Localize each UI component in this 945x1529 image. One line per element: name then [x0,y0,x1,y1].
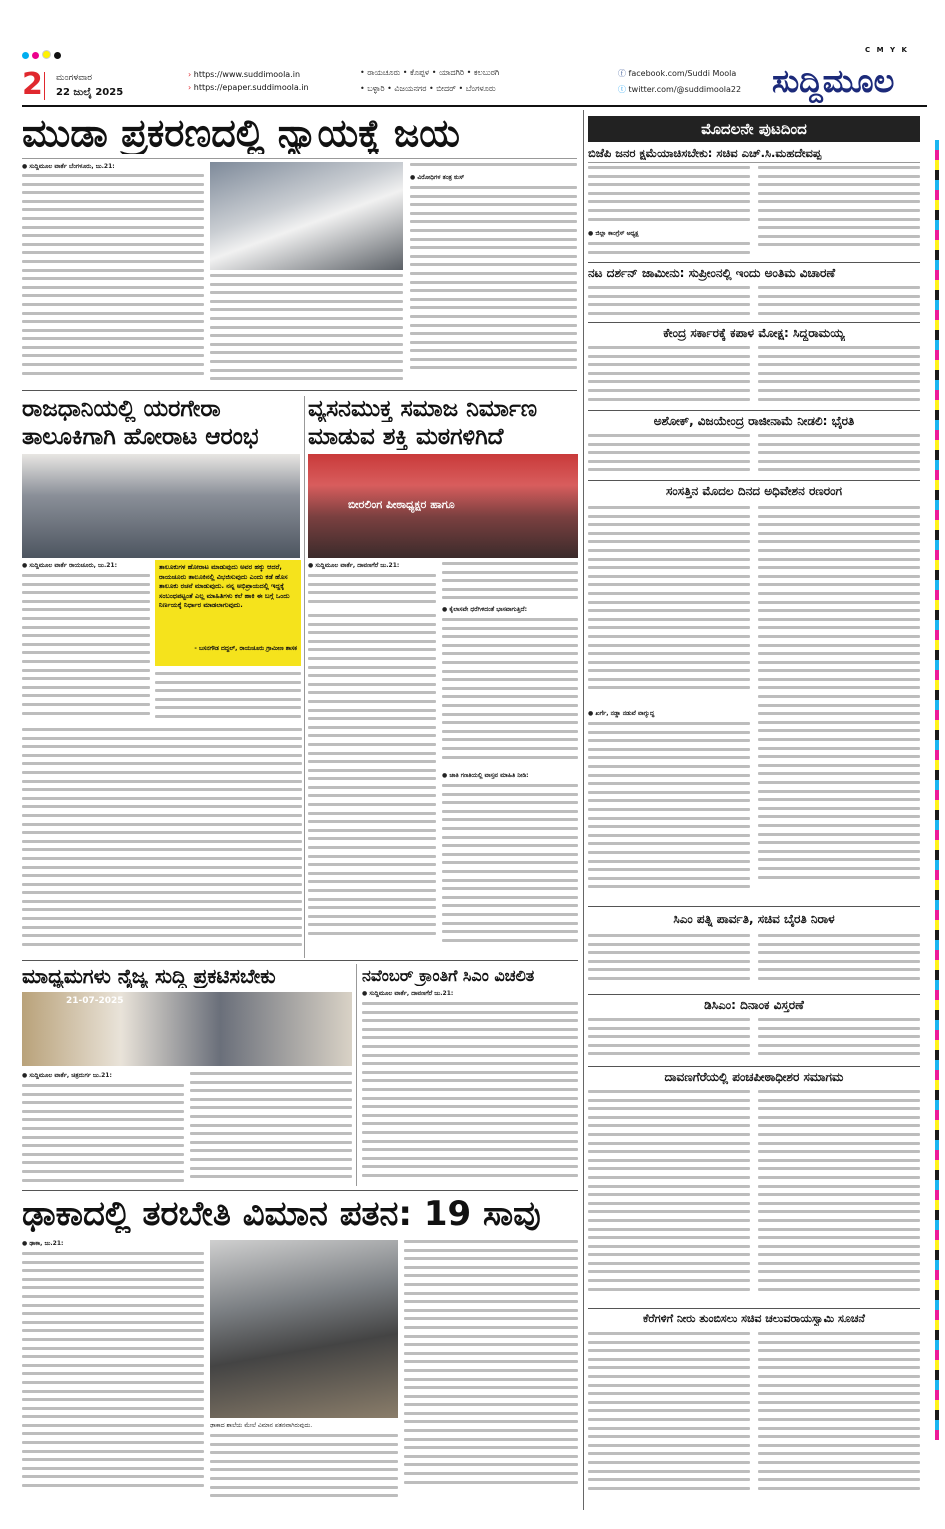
cmyk-marker: C M Y K [865,46,909,54]
story4-photo [22,992,352,1066]
right-item-2-body-col2 [758,346,920,408]
story4-body-col1 [22,1084,184,1186]
story2-headline-line1: ರಾಜಧಾನಿಯಲ್ಲಿ ಯರಗೇರಾ [22,396,221,422]
story4-headline: ಮಾಧ್ಯಮಗಳು ನೈಜ್ಯ ಸುದ್ದಿ ಪ್ರಕಟಿಸಬೇಕು [22,964,276,988]
story3-subhead-2: ● ಜಾತಿ ಗಣತಿಯಲ್ಲಿ ವಾಸ್ತವ ಮಾಹಿತಿ ನೀಡಿ: [442,772,529,779]
right-item-0-rule [588,162,920,163]
twitter-link[interactable]: ⓣ twitter.com/@suddimoola22 [618,85,742,94]
right-sep-1 [588,322,920,323]
right-item-5-body-col1 [588,934,750,990]
right-item-8-body-col1 [588,1332,750,1502]
right-sep-6 [588,1066,920,1067]
section-banner: ಮೊದಲನೇ ಪುಟದಿಂದ [588,116,920,142]
story3-subhead: ● ಕೈಲಾಸವೇ ಧರೆಗಿಳಿದಂತೆ ಭಾಸವಾಗುತ್ತಿದೆ: [442,606,527,613]
twitter-icon: ⓣ [618,85,629,94]
mid-rule [22,960,578,961]
story6-headline: ಢಾಕಾದಲ್ಲಿ ತರಬೇತಿ ವಿಮಾನ ಪತನ: 19 ಸಾವು [22,1195,541,1233]
story5-body [362,1002,578,1186]
story2-divider [304,396,305,958]
story2-photo [22,454,300,558]
story3-photo-banner: ಬೀರಲಿಂಗ ಪೀಠಾಧ್ಯಕ್ಷರ ಹಾಗೂ [348,498,455,511]
lead-body-col1 [22,174,204,384]
lead-rule [22,158,577,159]
page-number: 2 [22,67,43,102]
story2-body-col2-top [155,672,301,724]
story3-body-col1-top [308,574,436,610]
story2-body-bottom [22,728,302,958]
right-item-4-headline: ಸಂಸತ್ತಿನ ಮೊದಲ ದಿನದ ಅಧಿವೇಶನ ರಣರಂಗ [666,484,842,498]
right-item-0-sub: ● ಜಿಲ್ಲಾ ಕಾಂಗ್ರೆಸ್ ಅಧ್ಯಕ್ಷ [588,230,639,237]
lead-subhead: ● ವಿರೋಧಿಗಳ ತಂತ್ರ ಠುಸ್ [410,174,465,181]
story5-headline: ನವೆಂಬರ್ ಕ್ರಾಂತಿಗೆ ಸಿಎಂ ವಿಚಲಿತ [362,966,535,985]
story2-dateline: ● ಸುದ್ದಿಮೂಲ ವಾರ್ತೆ ರಾಯಚೂರು, ಜು.21: [22,562,118,569]
website-link[interactable]: › https://www.suddimoola.in [188,70,301,79]
masthead-logo: ಸುದ್ದಿಮೂಲ [772,62,895,100]
color-registration-strip [935,140,939,1440]
right-item-3-body-col1 [588,434,750,478]
facebook-link[interactable]: ⓕ facebook.com/Suddi Moola [618,69,737,78]
lead-dateline: ● ಸುದ್ದಿಮೂಲ ವಾರ್ತೆ ಬೆಂಗಳೂರು, ಜು.21: [22,163,115,170]
story6-body-col2 [210,1434,398,1504]
right-item-4-sub: ● ಖರ್ಗೆ, ನಡ್ಡಾ ನಡುವೆ ವಾಗ್ಯುದ್ಧ [588,710,655,717]
right-item-6-body-col2 [758,1018,920,1062]
story2-quote-text: ತಾಲೂಕುಗಳ ಹೋರಾಟ ಮಾಡುವುದು ಅವರ ಹಕ್ಕು ಆದರೆ, ರಾಯಚೂರು ತಾಲೂಕಿನಲ್ಲಿ ವಿಭಜಿಸುವುದು ಎಂದು ಕಡೆ ಹೊಸ ತಾಲೂಕು ರಚನೆ ಮಾಡುವುದು. ನನ್ನ ಅಭಿಪ್ರಾಯದಲ್ಲಿ ಇದ್ದಕ್ಕೆ ಸಂಬಂಧಪಟ್ಟಂತೆ ಎಲ್ಲ ಮಾಹಿತಿಗಳು ಕಲೆ ಹಾಕಿ ಈ ಬಗ್ಗೆ ಒಂದು ನಿರ್ಣಯಕ್ಕೆ ನಿರ್ಧಾರ ಮಾಡಲಾಗುವುದು. [159,563,290,610]
right-item-4-body-col1 [588,506,750,706]
right-item-6-headline: ಡಿಸಿಎಂ: ದಿನಾಂಕ ವಿಸ್ತರಣೆ [704,998,804,1012]
story4-body-col2 [190,1072,352,1186]
right-item-1-body-col2 [758,286,920,320]
right-item-6-body-col1 [588,1018,750,1062]
right-item-8-body-col2 [758,1332,920,1502]
story2-headline-line2: ತಾಲೂಕಿಗಾಗಿ ಹೋರಾಟ ಆರಂಭ [22,424,259,450]
right-item-0-body-col1 [588,166,750,228]
header-rule [22,105,927,107]
right-item-0-body-col2 [758,166,920,260]
epaper-link[interactable]: › https://epaper.suddimoola.in [188,83,309,92]
story3-headline-line1: ವ್ಯಸನಮುಕ್ತ ಸಮಾಜ ನಿರ್ಮಾಣ [308,396,538,422]
editions-row-1: • ರಾಯಚೂರು • ಕೊಪ್ಪಳ • ಯಾದಗಿರಿ • ಕಲಬುರಗಿ [360,68,500,77]
right-item-8-headline: ಕೆರೆಗಳಿಗೆ ನೀರು ತುಂಬಿಸಲು ಸಚಿವ ಚಲುವರಾಯಸ್ವಾಮಿ ಸೂಚನೆ [643,1312,865,1325]
lead-headline: ಮುಡಾ ಪ್ರಕರಣದಲ್ಲಿ ನ್ಯಾಯಕ್ಕೆ ಜಯ [22,112,460,154]
right-item-7-body-col2 [758,1090,920,1306]
right-sep-7 [588,1308,920,1309]
editions-row-2: • ಬಳ್ಳಾರಿ • ವಿಜಯನಗರ • ಬೀದರ್ • ಬೆಂಗಳೂರು [360,84,496,93]
right-item-1-body-col1 [588,286,750,320]
story3-body-col2 [442,618,578,768]
story3-body-col2-bottom [442,784,578,954]
lead-photo [210,162,403,270]
header-date: 22 ಜುಲೈ 2025 [56,87,124,98]
right-item-3-body-col2 [758,434,920,478]
header-day: ಮಂಗಳವಾರ [56,73,93,83]
right-sep-5 [588,994,920,995]
right-item-0-headline: ಬಿಜೆಪಿ ಜನರ ಕ್ಷಮೆಯಾಚಿಸಬೇಕು: ಸಚಿವ ಎಚ್.ಸಿ.ಮಹದೇವಪ್ಪ [588,146,822,160]
right-sep-4 [588,906,920,907]
right-item-7-body-col1 [588,1090,750,1306]
story2-body-col1 [22,574,150,724]
story6-photo [210,1240,398,1418]
story6-caption: ಢಾಕಾದ ಶಾಲೆಯ ಮೇಲೆ ವಿಮಾನ ಪತನವಾಗಿರುವುದು. [210,1422,313,1429]
story4-dateline: ● ಸುದ್ದಿಮೂಲ ವಾರ್ತೆ, ಚಿತ್ರದುರ್ಗ ಜು.21: [22,1072,112,1079]
facebook-icon: ⓕ [618,69,629,78]
right-column-divider [583,110,584,1510]
lead-body-col3-top [410,163,577,173]
lead-bottom-rule [22,390,577,391]
story4-photo-date: 21-07-2025 [66,996,124,1006]
right-item-2-headline: ಕೇಂದ್ರ ಸರ್ಕಾರಕ್ಕೆ ಕಪಾಳ ಮೋಕ್ಷ: ಸಿದ್ದರಾಮಯ್ಯ [663,326,845,340]
right-item-2-body-col1 [588,346,750,408]
right-item-1-headline: ನಟ ದರ್ಶನ್ ಜಾಮೀನು: ಸುಪ್ರೀಂನಲ್ಲಿ ಇಂದು ಅಂತಿಮ ವಿಚಾರಣೆ [588,266,836,280]
right-item-3-headline: ಅಶೋಕ್, ವಿಜಯೇಂದ್ರ ರಾಜೀನಾಮೆ ನೀಡಲಿ: ಭೈರತಿ [653,414,855,428]
right-item-4-body-col2 [758,506,920,902]
lower-rule [22,1190,578,1191]
right-item-5-body-col2 [758,934,920,990]
right-item-7-headline: ದಾವಣಗೆರೆಯಲ್ಲಿ ಪಂಚಪೀಠಾಧೀಶರ ಸಮಾಗಮ [664,1070,844,1084]
story3-body-col1 [308,614,436,954]
story2-quote-box [155,560,301,666]
right-item-0-body-col1b [588,242,750,260]
story6-body-col3 [404,1240,578,1502]
right-item-5-headline: ಸಿಎಂ ಪತ್ನಿ ಪಾರ್ವತಿ, ಸಚಿವ ಬೈರತಿ ನಿರಾಳ [673,912,835,926]
story2-quote-author: - ಬಸನಗೌಡ ದದ್ದಲ್, ರಾಯಚೂರು ಗ್ರಾಮೀಣ ಶಾಸಕ [194,645,297,652]
registration-dots [22,44,64,63]
story5-dateline: ● ಸುದ್ದಿಮೂಲ ವಾರ್ತೆ, ದಾವಣಗೆರೆ ಜು.21: [362,990,454,997]
story3-headline-line2: ಮಾಡುವ ಶಕ್ತಿ ಮಠಗಳಿಗಿದೆ [308,424,504,450]
right-sep-2 [588,410,920,411]
story3-body-col2-top [442,562,578,608]
story3-photo [308,454,578,558]
story6-dateline: ● ಢಾಕಾ, ಜು.21: [22,1240,64,1247]
right-item-4-body-col1b [588,722,750,902]
story4-divider [356,964,357,1186]
story3-dateline: ● ಸುದ್ದಿಮೂಲ ವಾರ್ತೆ, ದಾವಣಗೆರೆ ಜು.21: [308,562,400,569]
story6-body-col1 [22,1252,204,1502]
right-sep-3 [588,480,920,481]
lead-body-col2 [210,274,403,384]
right-sep-0 [588,262,920,263]
page-number-divider [44,72,45,100]
header-links [188,68,309,94]
lead-body-col3 [410,186,577,384]
